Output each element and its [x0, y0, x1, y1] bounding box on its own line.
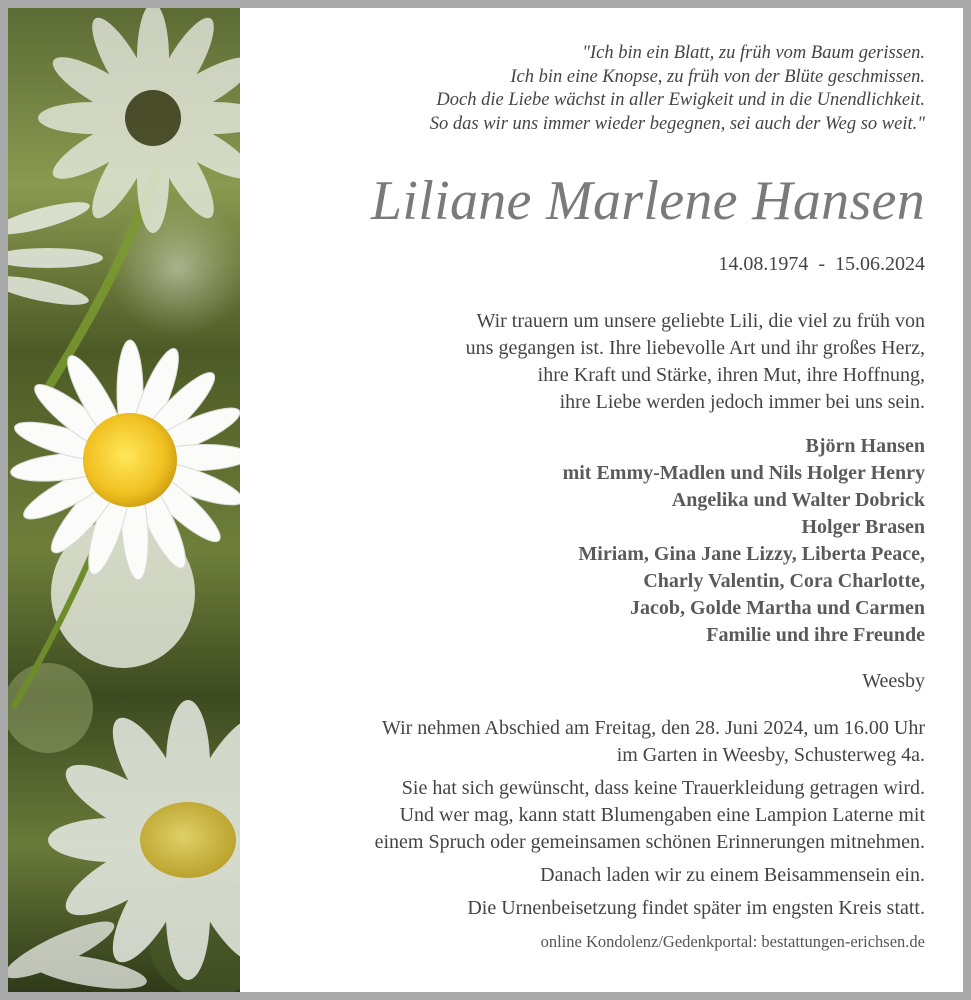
burial-line: Die Urnenbeisetzung findet später im engsten Kreis statt.: [467, 897, 925, 919]
obituary-notice: [8, 8, 963, 992]
mourning-line: uns gegangen ist. Ihre liebevolle Art und ihr großes Herz,: [465, 337, 925, 359]
notice-text: [240, 8, 963, 992]
family-line: Holger Brasen: [801, 516, 925, 538]
mourning-line: ihre Kraft und Stärke, ihren Mut, ihre Hoffnung,: [537, 364, 925, 386]
wishes-line: Und wer mag, kann statt Blumengaben eine Lampion Laterne mit: [399, 804, 925, 826]
family-line: Björn Hansen: [805, 435, 925, 457]
ceremony-line: im Garten in Weesby, Schusterweg 4a.: [616, 744, 925, 766]
poem-line: "Ich bin ein Blatt, zu früh vom Baum gerissen.: [582, 43, 925, 63]
online-condolence: online Kondolenz/Gedenkportal: bestattungen-erichsen.de: [540, 932, 925, 951]
family-line: mit Emmy-Madlen und Nils Holger Henry: [562, 462, 925, 484]
family-line: Jacob, Golde Martha und Carmen: [630, 597, 925, 619]
place: Weesby: [862, 670, 925, 692]
daisy-photo: [8, 8, 240, 992]
poem-line: Ich bin eine Knopse, zu früh von der Blüte geschmissen.: [510, 66, 925, 87]
ceremony-line: Wir nehmen Abschied am Freitag, den 28. Juni 2024, um 16.00 Uhr: [382, 717, 925, 739]
daisy-illustration: [8, 8, 240, 992]
mourning-line: ihre Liebe werden jedoch immer bei uns sein.: [559, 391, 925, 413]
poem: [260, 42, 925, 136]
family-line: Miriam, Gina Jane Lizzy, Liberta Peace,: [578, 543, 925, 565]
deceased-name: Liliane Marlene Hansen: [370, 170, 925, 232]
family-list: [260, 433, 925, 649]
mourning-text: [260, 308, 925, 416]
farewell-info: [260, 715, 925, 922]
gathering-line: Danach laden wir zu einem Beisammensein ein.: [540, 864, 925, 886]
mourning-line: Wir trauern um unsere geliebte Lili, die viel zu früh von: [476, 310, 925, 332]
family-line: Familie und ihre Freunde: [706, 624, 925, 646]
life-dates: 14.08.1974 - 15.06.2024: [718, 253, 925, 275]
poem-line: Doch die Liebe wächst in aller Ewigkeit und in die Unendlichkeit.: [436, 90, 925, 110]
poem-line: So das wir uns immer wieder begegnen, sei auch der Weg so weit.": [429, 113, 925, 134]
wishes-line: einem Spruch oder gemeinsamen schönen Erinnerungen mitnehmen.: [374, 831, 925, 853]
wishes-line: Sie hat sich gewünscht, dass keine Trauerkleidung getragen wird.: [401, 777, 925, 799]
family-line: Charly Valentin, Cora Charlotte,: [643, 570, 925, 592]
family-line: Angelika und Walter Dobrick: [671, 489, 925, 511]
